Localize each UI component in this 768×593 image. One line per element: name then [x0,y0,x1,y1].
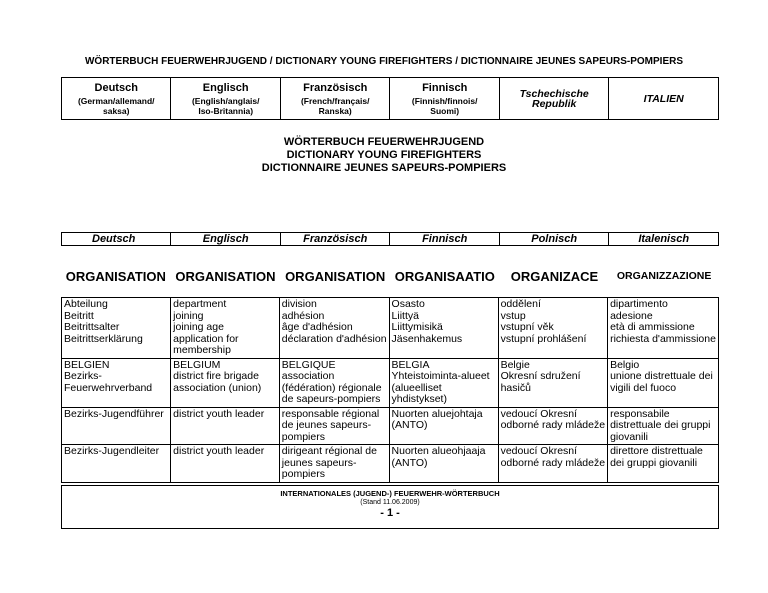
entry-line: responsabile [610,407,670,420]
entry-line: BELGIA [391,358,430,371]
section-heading: ORGANISATION [175,268,276,284]
table-cell [279,298,389,359]
table-row [62,407,719,445]
lang-cell-finnisch [390,78,499,120]
lang-cell-franzoesisch [280,78,389,120]
entry-line: vstupní věk [500,321,554,333]
entry-line: Abteilung [64,298,108,310]
section-heading: ORGANISAATIO [394,268,495,284]
lang-sub: (French/français/ [300,95,370,106]
entry-line: Bezirks-Jugendführer [64,407,164,420]
entry-line: déclaration d'adhésion [281,332,387,345]
entry-line: età di ammissione [610,321,695,333]
entry-line: odborné rady mládeže [500,456,606,469]
table-cell [608,358,719,407]
title-line: WÖRTERBUCH FEUERWEHRJUGEND [283,136,485,148]
column-header: Französisch [280,233,389,246]
lang-name: Finnisch [422,81,468,94]
lang-cell-deutsch [62,78,171,120]
footer-box [61,485,719,529]
table-cell [279,407,389,445]
entry-line: district youth leader [173,445,265,457]
table-cell [279,358,389,407]
entry-line: richiesta d'ammissione [610,332,716,345]
entry-line: hasičů [500,381,531,394]
entry-line: district fire brigade [173,370,259,382]
entry-line: BELGIUM [173,358,221,371]
entry-line: BELGIEN [64,358,110,371]
lang-sub: (English/anglais/ [191,95,260,106]
lang-cell-englisch [171,78,280,120]
table-cell [62,358,171,407]
dictionary-title [0,136,768,175]
entry-line: (alueelliset [391,381,442,394]
entry-line: Okresní sdružení [500,370,581,382]
table-row [62,298,719,359]
column-header: Polnisch [499,233,608,246]
lang-sub: (Finnish/finnois/ [411,95,478,106]
entry-line: vstup [500,309,526,322]
entry-line: de jeunes sapeurs- [281,419,372,431]
entry-line: Beitritt [64,309,94,322]
section-heading-row [61,264,719,288]
entry-line: Nuorten aluejohtaja [391,407,483,420]
lang-sub: Ranska) [318,105,352,116]
entry-line: (fédération) régionale [281,381,382,394]
lang-line: Tschechische [519,87,589,100]
lang-name: Deutsch [94,81,138,94]
entry-line: division [281,298,317,310]
table-cell [62,407,171,445]
table-cell [608,298,719,359]
lang-sub: saksa) [103,105,130,116]
entry-line: Nuorten alueohjaaja [391,445,486,457]
table-cell [389,358,498,407]
entry-line: Beitrittsalter [64,321,120,333]
lang-name: Französisch [303,81,368,94]
entry-line: vedoucí Okresní [500,445,578,457]
column-header: Italenisch [609,233,719,246]
entry-line: dipartimento [610,298,668,310]
entry-line: association [281,370,335,382]
entry-line: vstupní prohlášení [500,332,587,345]
entry-line: Yhteistoiminta-alueet [391,370,490,382]
entry-line: Liittyä [391,309,419,322]
table-cell [171,358,280,407]
entry-line: unione distrettuale dei [610,370,713,382]
entry-line: Jäsenhakemus [391,332,463,345]
title-line: DICTIONNAIRE JEUNES SAPEURS-POMPIERS [261,162,507,174]
table-cell [608,407,719,445]
table-cell [62,298,171,359]
entry-line: membership [173,344,231,356]
lang-sub: Iso-Britannia) [198,105,254,116]
lang-cell-italien [609,78,719,120]
entry-line: joining age [173,321,224,333]
entry-line: vedoucí Okresní [500,407,578,420]
entry-line: de sapeurs-pompiers [281,393,381,405]
dictionary-table [61,297,719,483]
entry-line: dirigeant régional de [281,445,377,457]
entry-line: âge d'adhésion [281,321,353,333]
table-cell [498,358,607,407]
footer-title: INTERNATIONALES (JUGEND-) FEUERWEHR-WÖRTERBUCH [280,489,500,498]
table-cell [389,298,498,359]
page-number: - 1 - [380,507,400,519]
lang-name: ITALIEN [643,92,684,105]
entry-line: Belgio [610,358,640,371]
entry-line: Liittymisikä [391,321,443,333]
table-cell [171,407,280,445]
entry-line: distrettuale dei gruppi [610,419,711,431]
entry-line: application for [173,332,239,345]
entry-line: district youth leader [173,407,265,420]
entry-line: giovanili [610,430,649,443]
entry-line: BELGIQUE [281,358,336,371]
page-title: WÖRTERBUCH FEUERWEHRJUGEND / DICTIONARY YOUNG FIREFIGHTERS / DICTIONNAIRE JEUNES SAPEURS-POMPIERS [84,56,684,67]
column-header: Finnisch [390,233,499,246]
entry-line: department [173,298,227,310]
entry-line: adesione [610,309,653,322]
entry-line: Beitrittserklärung [64,332,143,345]
table-cell [62,445,171,483]
table-cell [608,445,719,483]
section-heading: ORGANISATION [285,268,386,284]
entry-line: adhésion [281,309,325,322]
entry-line: oddělení [500,298,541,310]
table-cell [498,445,607,483]
section-heading: ORGANIZACE [510,268,599,284]
entry-line: responsable régional [281,407,380,420]
language-bar [61,77,719,120]
title-line: DICTIONARY YOUNG FIREFIGHTERS [286,149,482,161]
lang-cell-tschechisch [499,78,608,120]
lang-sub: (German/allemand/ [77,95,155,106]
table-cell [498,407,607,445]
entry-line: jeunes sapeurs- [281,456,357,469]
table-cell [389,445,498,483]
entry-line: odborné rady mládeže [500,419,606,431]
lang-sub: Suomi) [430,105,460,116]
table-cell [171,445,280,483]
table-row [62,358,719,407]
entry-line: direttore distrettuale [610,445,703,457]
column-header: Englisch [171,233,280,246]
column-header-row [61,232,719,246]
entry-line: pompiers [281,430,325,443]
footer-date: (Stand 11.06.2009) [360,499,420,506]
entry-line: association (union) [173,381,262,394]
entry-line: vigili del fuoco [610,381,677,394]
table-cell [389,407,498,445]
entry-line: Belgie [500,358,530,371]
table-row [62,445,719,483]
entry-line: yhdistykset) [391,393,447,405]
entry-line: pompiers [281,468,325,480]
entry-line: joining [173,309,204,322]
table-cell [279,445,389,483]
section-heading: ORGANIZZAZIONE [616,270,712,282]
lang-name: Englisch [202,81,249,94]
lang-line: Republik [532,97,577,110]
section-heading: ORGANISATION [65,268,166,284]
entry-line: (ANTO) [391,456,428,469]
table-cell [498,298,607,359]
entry-line: (ANTO) [391,419,428,431]
entry-line: Bezirks- [64,370,102,382]
entry-line: Bezirks-Jugendleiter [64,445,160,457]
column-header: Deutsch [62,233,171,246]
table-cell [171,298,280,359]
entry-line: dei gruppi giovanili [610,456,698,469]
entry-line: Feuerwehrverband [64,381,153,394]
entry-line: Osasto [391,298,425,310]
